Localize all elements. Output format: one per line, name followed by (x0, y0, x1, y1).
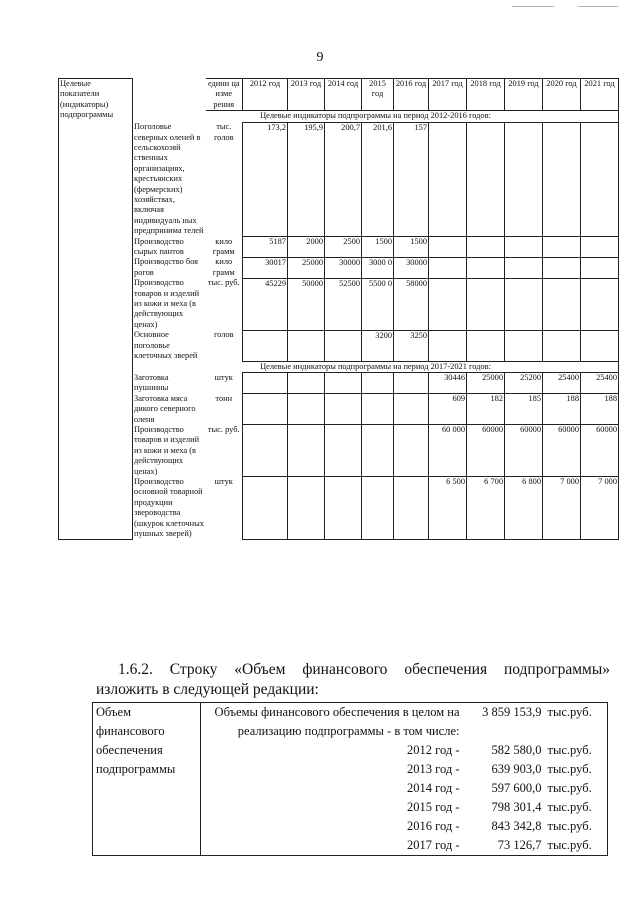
indicator-value (543, 330, 581, 361)
indicator-value: 30017 (243, 257, 288, 278)
indicator-value: 60000 (581, 425, 619, 477)
indicator-value (288, 330, 325, 361)
year-header: 2019 год (505, 79, 543, 111)
period-title: Целевые индикаторы подпрограммы на период 2017-2021 годов: (133, 361, 619, 372)
indicator-value (543, 122, 581, 236)
indicator-value: 200,7 (325, 122, 362, 236)
year-header: 2015 год (362, 79, 394, 111)
indicator-value: 195,9 (288, 122, 325, 236)
indicator-value: 25400 (543, 373, 581, 394)
indicator-value (581, 278, 619, 330)
indicator-value (581, 330, 619, 361)
indicator-value (394, 425, 429, 477)
finance-unit: тыс.руб. (545, 779, 608, 798)
finance-total-value: 3 859 153,9 (463, 703, 545, 742)
table-row (59, 257, 619, 278)
indicator-value: 609 (429, 394, 467, 425)
indicator-value (243, 477, 288, 539)
indicator-value: 1500 (362, 237, 394, 258)
indicator-value (394, 373, 429, 394)
indicator-value (505, 257, 543, 278)
indicator-value: 60000 (543, 425, 581, 477)
indicator-name: Производство сырых пантов (134, 236, 184, 256)
indicator-value (543, 257, 581, 278)
finance-year-value: 582 580,0 (491, 743, 542, 757)
table-row (59, 237, 619, 258)
table-row (59, 278, 619, 330)
indicator-value (288, 394, 325, 425)
indicator-value: 60000 (467, 425, 505, 477)
corner-mark-left (512, 6, 554, 7)
finance-year: 2016 год - (201, 817, 463, 836)
finance-year-value: 639 903,0 (491, 762, 542, 776)
finance-label: Объем финансового обеспечения подпрограммы (93, 703, 201, 856)
unit-header: едини ца изме рения (206, 79, 243, 111)
indicator-value (581, 257, 619, 278)
indicator-value (543, 278, 581, 330)
indicator-value: 45229 (243, 278, 288, 330)
finance-unit: тыс.руб. (545, 760, 608, 779)
indicator-value (429, 257, 467, 278)
indicator-value: 60000 (505, 425, 543, 477)
indicator-unit: тыс. руб. (207, 278, 240, 288)
year-header: 2012 год (243, 79, 288, 111)
year-header: 2018 год (467, 79, 505, 111)
finance-unit: тыс.руб. (545, 798, 608, 817)
period-title-row (59, 111, 619, 122)
indicator-value: 52500 (325, 278, 362, 330)
indicator-value: 182 (467, 394, 505, 425)
indicator-value: 25200 (505, 373, 543, 394)
indicator-value (243, 373, 288, 394)
indicator-value (467, 237, 505, 258)
indicator-name: Производство товаров и изделий из кожи и меха (в действующих ценах) (134, 424, 200, 476)
finance-year: 2014 год - (201, 779, 463, 798)
table-row (59, 425, 619, 477)
finance-table (92, 702, 608, 856)
indicator-value (467, 257, 505, 278)
indicator-value: 50000 (288, 278, 325, 330)
indicator-value: 173,2 (243, 122, 288, 236)
table-row (59, 477, 619, 539)
indicator-name: Основное поголовье клеточных зверей (134, 330, 198, 361)
finance-unit: тыс.руб. (545, 836, 608, 856)
indicator-value (467, 122, 505, 236)
indicator-value: 201,6 (362, 122, 394, 236)
indicator-value: 6 800 (505, 477, 543, 539)
table-row (59, 122, 619, 236)
indicator-unit: кило грамм (212, 257, 235, 277)
finance-total-row (93, 703, 608, 742)
indicator-unit: штук (214, 476, 233, 486)
indicator-value: 3200 (362, 330, 394, 361)
indicator-value: 3000 0 (362, 257, 394, 278)
indicator-value (243, 394, 288, 425)
indicator-value (394, 394, 429, 425)
indicator-value (505, 237, 543, 258)
indicator-value: 30000 (394, 257, 429, 278)
indicator-value (429, 122, 467, 236)
indicator-value (581, 122, 619, 236)
indicator-value (362, 477, 394, 539)
indicator-value: 5187 (243, 237, 288, 258)
indicator-value: 58000 (394, 278, 429, 330)
indicator-value (429, 330, 467, 361)
finance-unit: тыс.руб. (545, 741, 608, 760)
row-header-cell: Целевые показатели (индикаторы) подпрограммы (59, 79, 133, 540)
indicator-unit: тыс. руб. (207, 424, 240, 434)
amendment-paragraph-line2: изложить в следующей редакции: (96, 681, 319, 698)
indicator-value (429, 237, 467, 258)
finance-year-value: 798 301,4 (491, 800, 542, 814)
table-row (59, 373, 619, 394)
indicator-name: Производство основной товарной продукции звероводства (шкурок клеточных пушных зверей) (134, 476, 204, 538)
indicator-value (325, 394, 362, 425)
table-row (59, 394, 619, 425)
finance-total-text: Объемы финансового обеспечения в целом на реализацию подпрограммы - в том числе: (201, 703, 463, 742)
amendment-paragraph-line1: 1.6.2. Строку «Объем финансового обеспечения подпрограммы» (118, 661, 610, 678)
year-header: 2017 год (429, 79, 467, 111)
indicator-value (243, 425, 288, 477)
indicator-value: 30000 (325, 257, 362, 278)
table-row (59, 330, 619, 361)
period-title: Целевые индикаторы подпрограммы на период 2012-2016 годов: (133, 111, 619, 122)
indicator-value: 188 (543, 394, 581, 425)
indicator-value: 5500 0 (362, 278, 394, 330)
indicator-name: Поголовье северных оленей в сельскохозяй ственных организациях, крестьянских (фермерских) хозяйствах, включая индивидуаль ных предпринима телей (134, 122, 204, 236)
indicator-value (288, 477, 325, 539)
page-number: 9 (316, 50, 324, 65)
indicator-value: 7 000 (543, 477, 581, 539)
indicator-value (325, 477, 362, 539)
indicator-value (362, 373, 394, 394)
year-header: 2020 год (543, 79, 581, 111)
finance-unit: тыс.руб. (545, 703, 608, 742)
indicator-value (325, 373, 362, 394)
indicator-unit: тонн (215, 393, 233, 403)
year-header: 2014 год (325, 79, 362, 111)
indicator-name: Производство боя рогов (134, 257, 199, 277)
year-header: 2013 год (288, 79, 325, 111)
indicator-value (362, 425, 394, 477)
finance-year: 2013 год - (201, 760, 463, 779)
indicator-value (505, 122, 543, 236)
indicator-value: 1500 (394, 237, 429, 258)
indicator-unit: тыс. голов (213, 122, 234, 142)
indicator-value (581, 237, 619, 258)
indicator-value: 60 000 (429, 425, 467, 477)
indicator-value (543, 237, 581, 258)
indicator-value: 157 (394, 122, 429, 236)
indicator-value (243, 330, 288, 361)
finance-year-value: 843 342,8 (491, 819, 542, 833)
corner-mark-right (578, 6, 618, 7)
indicator-name: Заготовка мяса дикого северного оленя (134, 393, 196, 424)
indicator-unit: штук (214, 372, 233, 382)
finance-year: 2012 год - (201, 741, 463, 760)
indicator-value (288, 425, 325, 477)
indicator-value: 185 (505, 394, 543, 425)
indicator-name: Производство товаров и изделий из кожи и меха (в действующих ценах) (134, 278, 200, 329)
indicator-value: 25000 (288, 257, 325, 278)
finance-year: 2015 год - (201, 798, 463, 817)
period-title-row (59, 361, 619, 372)
indicator-value (288, 373, 325, 394)
finance-unit: тыс.руб. (545, 817, 608, 836)
indicator-value: 7 000 (581, 477, 619, 539)
indicator-value: 30446 (429, 373, 467, 394)
indicator-value (467, 330, 505, 361)
indicator-name: Заготовка пушнины (134, 372, 169, 393)
indicator-unit: кило грамм (212, 236, 235, 256)
indicator-value: 6 500 (429, 477, 467, 539)
indicator-value: 3250 (394, 330, 429, 361)
indicator-value (325, 330, 362, 361)
indicator-value (505, 330, 543, 361)
finance-year-value: 597 600,0 (491, 781, 542, 795)
finance-year-value: 73 126,7 (463, 836, 545, 856)
indicators-table (58, 78, 619, 540)
finance-year: 2017 год - (201, 836, 463, 856)
indicator-value: 188 (581, 394, 619, 425)
indicator-value: 6 700 (467, 477, 505, 539)
indicator-value (394, 477, 429, 539)
indicator-value (429, 278, 467, 330)
year-header: 2016 год (394, 79, 429, 111)
table-header-row (59, 79, 619, 111)
indicator-value (362, 394, 394, 425)
indicator-value (467, 278, 505, 330)
indicator-value (505, 278, 543, 330)
year-header: 2021 год (581, 79, 619, 111)
indicator-value (325, 425, 362, 477)
indicator-value: 25000 (467, 373, 505, 394)
indicator-value: 2000 (288, 237, 325, 258)
indicator-value: 2500 (325, 237, 362, 258)
indicator-unit: голов (213, 330, 234, 340)
indicator-value: 25400 (581, 373, 619, 394)
